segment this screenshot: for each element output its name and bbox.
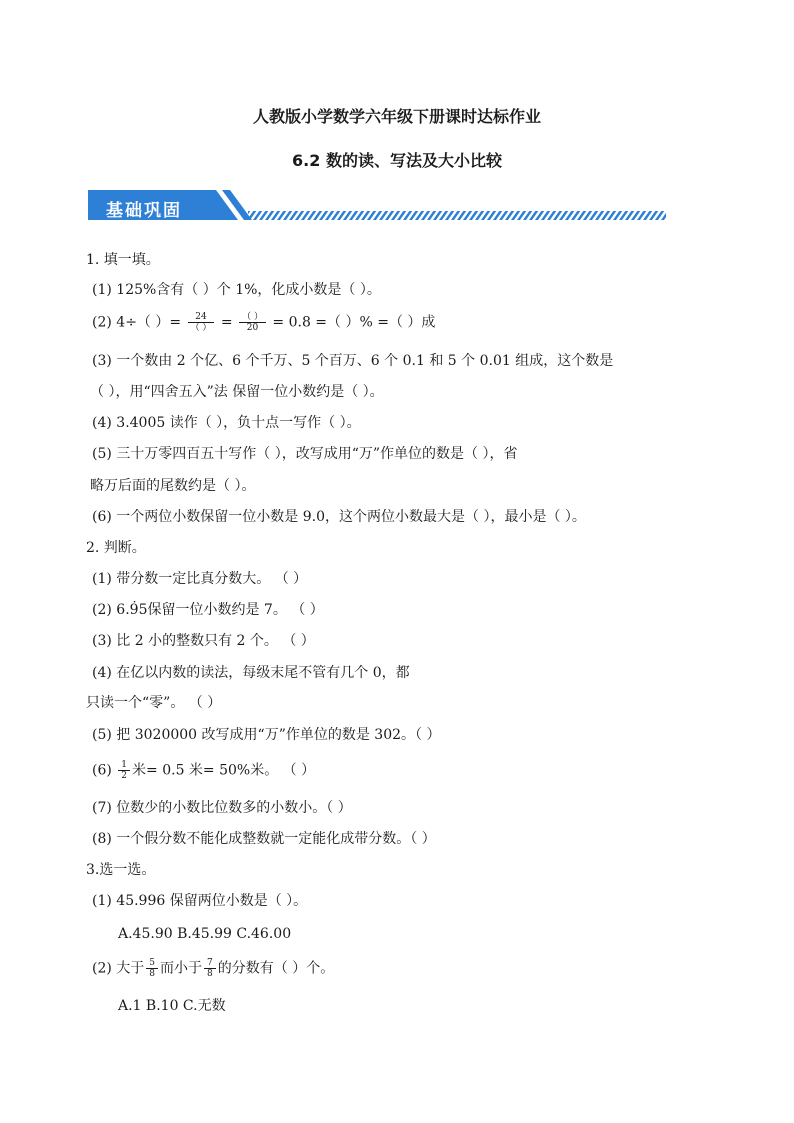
fraction-denominator: 8 — [149, 969, 156, 979]
fraction-numerator: 1 — [118, 760, 130, 771]
judge-5: (5) 把 3020000 改写成用“万”作单位的数是 302。（ ） — [92, 727, 441, 743]
banner-label: 基础巩固 — [106, 201, 182, 221]
judge-6-post: 米= 0.5 米= 50%米。 （ ） — [132, 762, 316, 779]
judge-4-line-1: (4) 在亿以内数的读法，每级末尾不管有几个 0，都 — [92, 665, 410, 681]
section-3-heading: 3.选一选。 — [86, 862, 156, 878]
judge-7: (7) 位数少的小数比位数多的小数小。（ ） — [92, 800, 352, 816]
q1-5-line-2: 略万后面的尾数约是（ ）。 — [90, 478, 256, 494]
judge-2-post: 5保留一位小数约是 7。 （ ） — [138, 602, 324, 618]
choice-1: (1) 45.996 保留两位小数是（ ）。 — [92, 893, 308, 909]
fraction-numerator: 5 — [146, 958, 158, 969]
q1-1: (1) 125%含有（ ）个 1%，化成小数是（ ）。 — [92, 282, 381, 298]
judge-4-line-2: 只读一个“零”。 （ ） — [86, 695, 222, 711]
choice-1-options: A.45.90 B.45.99 C.46.00 — [118, 926, 292, 942]
fraction-denominator: （ ） — [190, 323, 212, 333]
choice-2-mid: 而小于 — [160, 960, 203, 977]
judge-8: (8) 一个假分数不能化成整数就一定能化成带分数。（ ） — [92, 831, 436, 847]
fraction-denominator: 20 — [246, 323, 259, 333]
choice-2-fraction-1 — [146, 958, 158, 979]
fraction-denominator: 2 — [121, 771, 128, 781]
choice-2-fraction-2 — [204, 958, 216, 979]
judge-6-pre: (6) — [92, 762, 112, 779]
fraction-numerator: 7 — [204, 958, 216, 969]
judge-1: (1) 带分数一定比真分数大。 （ ） — [92, 571, 308, 587]
judge-3: (3) 比 2 小的整数只有 2 个。 （ ） — [92, 633, 315, 649]
section-banner — [88, 190, 668, 224]
q1-2-text-b: = 0.8 =（ ）% =（ ）成 — [272, 314, 436, 331]
fraction-numerator: 24 — [188, 312, 215, 323]
choice-2 — [92, 958, 334, 979]
judge-6-fraction — [118, 760, 130, 781]
q1-2 — [92, 312, 435, 333]
q1-4: (4) 3.4005 读作（ ），负十点一写作（ ）。 — [92, 415, 361, 431]
fraction-numerator: （ ） — [239, 312, 266, 323]
q1-2-equals: = — [220, 314, 233, 331]
choice-2-post: 的分数有（ ）个。 — [217, 960, 335, 977]
page-subtitle: 6.2 数的读、写法及大小比较 — [292, 151, 502, 170]
q1-6: (6) 一个两位小数保留一位小数是 9.0，这个两位小数最大是（ ），最小是（ ）。 — [92, 509, 586, 525]
repeating-digit: 9 · — [130, 602, 139, 618]
judge-6 — [92, 760, 315, 781]
q1-5-line-1: (5) 三十万零四百五十写作（ ），改写成用“万”作单位的数是（ ），省 — [92, 446, 518, 462]
judge-2 — [92, 601, 324, 619]
page-title: 人教版小学数学六年级下册课时达标作业 — [252, 107, 541, 126]
choice-2-pre: (2) 大于 — [92, 960, 145, 977]
section-1-heading: 1. 填一填。 — [86, 252, 160, 268]
q1-2-fraction-2 — [239, 312, 266, 333]
judge-2-pre: (2) 6. — [92, 602, 130, 618]
q1-2-text-a: (2) 4÷（ ）= — [92, 314, 182, 331]
q1-3-line-1: (3) 一个数由 2 个亿、6 个千万、5 个百万、6 个 0.1 和 5 个 0.01 组成，这个数是 — [92, 353, 614, 369]
q1-3-line-2: （ ），用“四舍五入”法 保留一位小数约是（ ）。 — [90, 384, 384, 400]
choice-2-options: A.1 B.10 C.无数 — [118, 998, 226, 1014]
fraction-denominator: 8 — [207, 969, 213, 979]
q1-2-fraction-1 — [188, 312, 215, 333]
section-2-heading: 2. 判断。 — [86, 540, 146, 556]
